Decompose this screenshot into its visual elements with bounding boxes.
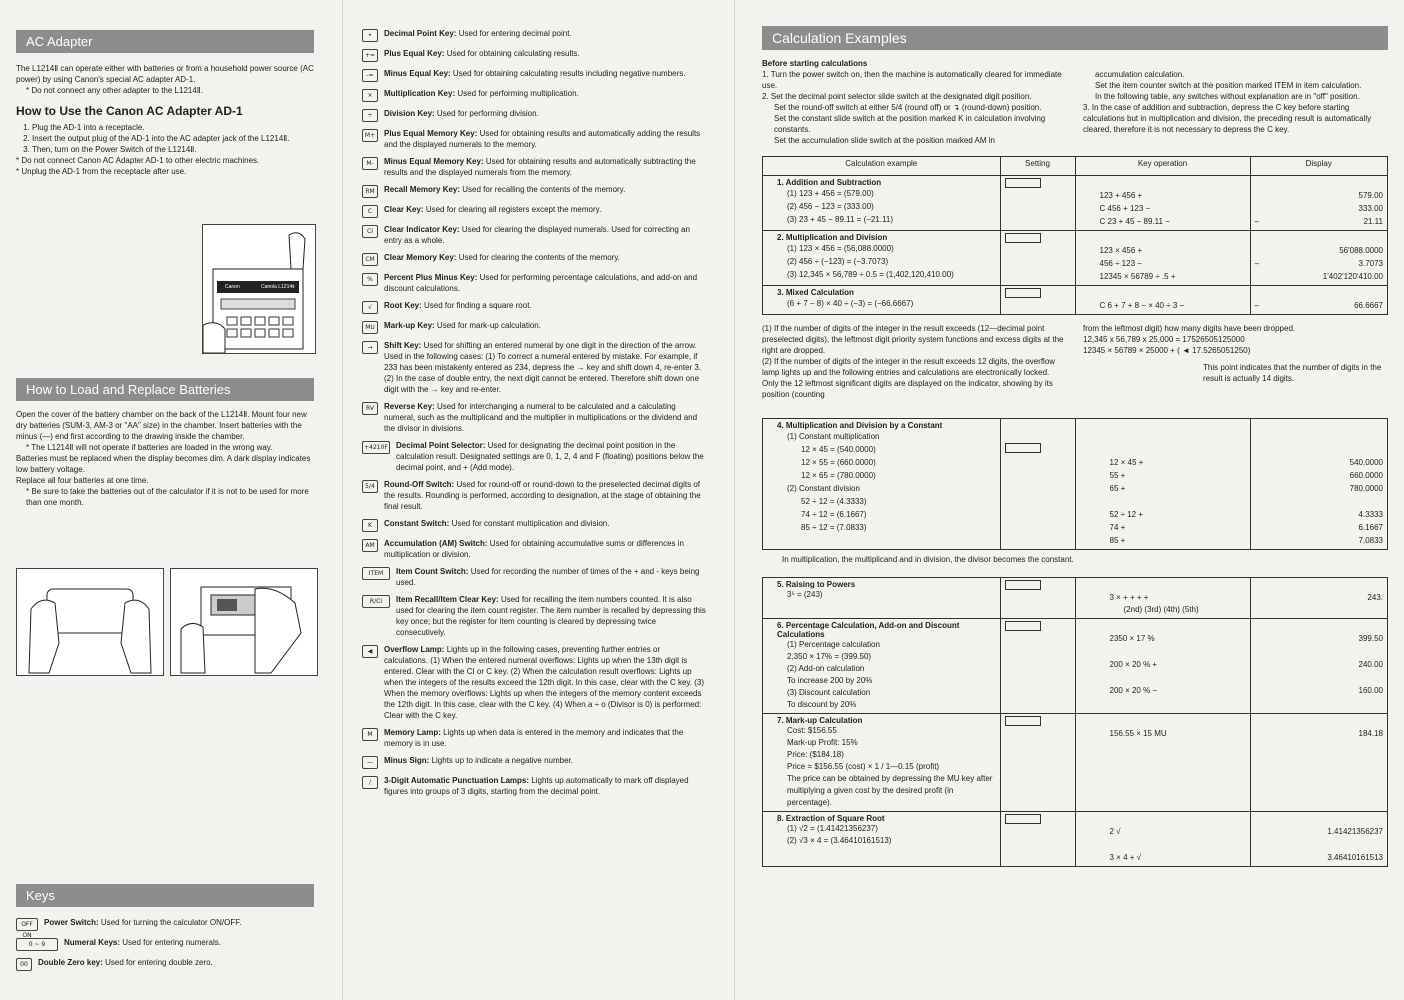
key-description: → Shift Key: Used for shifting an entered numeral by one digit in the direction of the arrow. Used in the following cases: (1) To correct a numeral entered by mistake. For example, if 233 has been mistakenly entered as 234, depress the → key and shift down 4, re-enter 3. (2) In the case of double entry, the next digit cannot be entered. Therefore shift down one digit with the → key and re-enter. (362, 340, 706, 395)
table-row (763, 812, 1388, 867)
examples-table-3 (762, 577, 1388, 867)
col-header: Setting (1000, 157, 1075, 176)
example-line: (2) 456 ÷ (−123) = (−3.7073) (787, 257, 889, 266)
example-sub: (1) Constant multiplication (787, 432, 880, 441)
display-value: 7.0833 (1358, 536, 1383, 545)
example-line: (1) √2 = (1.41421356237) (787, 824, 878, 833)
display-value: 333.00 (1358, 204, 1383, 213)
example-line: (3) 12,345 × 56,789 ÷ 0.5 = (1,402,120,410.00) (787, 270, 954, 279)
list-item: 2. Insert the output plug of the AD-1 into the AC adapter jack of the L1214Ⅱ. (32, 133, 314, 144)
key-symbol-icon: MU (362, 321, 378, 334)
decimal-selector-icon (1005, 814, 1041, 824)
example-line: To discount by 20% (787, 700, 857, 709)
example-line: Price = $156.55 (cost) × 1 / 1—0.15 (profit) (787, 762, 940, 771)
display-value: 240.00 (1358, 660, 1383, 669)
key-description: RM Recall Memory Key: Used for recalling the contents of the memory. (362, 184, 706, 198)
fold-line (342, 0, 343, 1000)
display-value: 66.6667 (1354, 301, 1383, 310)
list-item: 1. Plug the AD-1 into a receptacle. (32, 122, 314, 133)
section-header-keys: Keys (16, 884, 314, 907)
key-operation: 55 + (1109, 471, 1126, 480)
how-note: * Unplug the AD-1 from the receptacle after use. (16, 167, 187, 176)
before-line: In the following table, any switches without explanation are in "off" position. (1095, 92, 1360, 101)
battery-note: * The L1214Ⅱ will not operate if batteries are loaded in the wrong way. (26, 443, 273, 452)
key-operation: 123 × 456 + (1099, 246, 1143, 255)
key-symbol-icon: ITEM (362, 567, 390, 580)
key-description: ITEM Item Count Switch: Used for recording the number of times of the + and - keys being used. (362, 566, 706, 588)
before-line: 2. Set the decimal point selector slide switch at the designated digit position. (762, 92, 1032, 101)
example-title: 2. Multiplication and Division (777, 233, 888, 242)
key-symbol-icon: -= (362, 69, 378, 82)
power-switch-icon: OFF ON (16, 918, 38, 931)
key-description: AM Accumulation (AM) Switch: Used for obtaining accumulative sums or differences in multiplication or division. (362, 538, 706, 560)
key-symbol-icon: RV (362, 402, 378, 415)
key-description: 5/4 Round-Off Switch: Used for round-off or round-down to the preselected decimal digits of the results. Rounding is performed, according to designation, at the stage of obtaining the final result. (362, 479, 706, 512)
how-to-title: How to Use the Canon AC Adapter AD-1 (16, 104, 243, 118)
example-line: (2) 456 − 123 = (333.00) (787, 202, 874, 211)
example-title: 5. Raising to Powers (777, 580, 856, 589)
display-value: 660.0000 (1349, 471, 1383, 480)
example-line: The price can be obtained by depressing the MU key after multiplying a given cost by the desired profit (in percentage). (787, 774, 993, 807)
battery-chamber-icon (171, 569, 317, 675)
key-operation: 2 √ (1109, 827, 1121, 836)
key-description: MU Mark-up Key: Used for mark-up calculation. (362, 320, 706, 334)
key-description: / 3-Digit Automatic Punctuation Lamps: Lights up automatically to mark off displayed figures into groups of 3 digits, starting from the decimal point. (362, 775, 706, 797)
key-symbol-icon: √ (362, 301, 378, 314)
minus-sign: – (1254, 217, 1259, 226)
key-operation: 74 + (1109, 523, 1126, 532)
key-symbol-icon: 5/4 (362, 480, 378, 493)
key-operation: 85 + (1109, 536, 1126, 545)
key-operation: C 23 + 45 − 89.11 − (1099, 217, 1170, 226)
key-symbol-icon: R/CI (362, 595, 390, 608)
key-description: += Plus Equal Key: Used for obtaining calculating results. (362, 48, 706, 62)
example-line: 12 × 65 = (780.0000) (801, 471, 876, 480)
note-line: (2) If the number of digits of the integer in the result exceeds 12 digits, the overflow lamp lights up and the following entries and calculations are electronically locked. Only the 12 leftmost significant digits are displayed on the indicator, showing by its position (counting (762, 357, 1056, 399)
how-to-steps (16, 122, 314, 155)
table-row (763, 419, 1388, 550)
key-description: ÷ Division Key: Used for performing division. (362, 108, 706, 122)
key-symbol-icon: M (362, 728, 378, 741)
key-description: √ Root Key: Used for finding a square root. (362, 300, 706, 314)
example-line: 12 × 55 = (660.0000) (801, 458, 876, 467)
key-operation: 52 ÷ 12 + (1109, 510, 1144, 519)
display-value: 6.1667 (1358, 523, 1383, 532)
example-line: (2) Add-on calculation (787, 664, 865, 673)
battery-paragraph: Replace all four batteries at one time. (16, 476, 149, 485)
display-value: 56'088.0000 (1339, 246, 1383, 255)
key-description: K Constant Switch: Used for constant multiplication and division. (362, 518, 706, 532)
display-value: 4.3333 (1358, 510, 1383, 519)
key-symbol-icon: += (362, 49, 378, 62)
key-list (362, 28, 706, 803)
ac-note: * Do not connect any other adapter to the L1214Ⅱ. (26, 86, 203, 95)
table-row (763, 619, 1388, 714)
key-symbol-icon: ◀ (362, 645, 378, 658)
decimal-selector-icon (1005, 621, 1041, 631)
battery-illustration-2 (170, 568, 318, 676)
example-line: 74 ÷ 12 = (6.1667) (801, 510, 867, 519)
example-line: (6 + 7 − 8) × 40 ÷ (−3) = (−66.6667) (787, 299, 914, 308)
column-left (0, 0, 330, 1000)
calc-model: Canola L1214Ⅱ (261, 284, 295, 290)
example-line: (1) 123 + 456 = (579.00) (787, 189, 874, 198)
key-operation: 456 ÷ 123 − (1099, 259, 1142, 268)
examples-table-1 (762, 156, 1388, 315)
col-header: Key operation (1075, 157, 1250, 176)
key-symbol-icon: AM (362, 539, 378, 552)
key-symbol-icon: • (362, 29, 378, 42)
example-title: 4. Multiplication and Division by a Constant (777, 421, 943, 430)
key-description: +4210F Decimal Point Selector: Used for designating the decimal point position in the calculation result. Designated settings are 0, 1, 2, 4 and F (floating) positions below the decimal point, and + (Add mode). (362, 440, 706, 473)
key-symbol-icon: CI (362, 225, 378, 238)
key-operation: 156.55 × 15 MU (1109, 729, 1167, 738)
before-line: Set the constant slide switch at the position marked K in calculation involving constants. (774, 114, 1046, 134)
key-description: 0 ~ 9 Numeral Keys: Used for entering numerals. (16, 937, 314, 951)
minus-sign: – (1254, 301, 1259, 310)
display-value: 540.0000 (1349, 458, 1383, 467)
example-line: 85 ÷ 12 = (7.0833) (801, 523, 867, 532)
example-title: 7. Mark-up Calculation (777, 716, 863, 725)
display-value: 579.00 (1358, 191, 1383, 200)
key-operation-note: (2nd) (3rd) (4th) (5th) (1123, 605, 1199, 614)
example-title: 1. Addition and Subtraction (777, 178, 882, 187)
example-line: (2) √3 × 4 = (3.46410161513) (787, 836, 892, 845)
before-title: Before starting calculations (762, 59, 868, 68)
key-description: — Minus Sign: Lights up to indicate a negative number. (362, 755, 706, 769)
example-line: 12 × 45 = (540.0000) (801, 445, 876, 454)
key-description: M- Minus Equal Memory Key: Used for obtaining results and automatically subtracting the results and the displayed numerals from the memory. (362, 156, 706, 178)
col-header: Display (1250, 157, 1388, 176)
hands-battery-icon (17, 569, 163, 675)
key-description: % Percent Plus Minus Key: Used for performing percentage calculations, and add-on and discount calculations. (362, 272, 706, 294)
before-line: Set the round-off switch at either 5/4 (round off) or ↴ (round-down) position. (774, 103, 1042, 112)
example-line: 3⁵ = (243) (787, 590, 823, 599)
key-description: ◀ Overflow Lamp: Lights up in the following cases, preventing further entries or calculations. (1) When the entered numeral overflows: Lights up when the 13th digit is entered. Clear with the CI or C key. (2) When the calculation result overflows: Lights up when the integers of the results exceed the 12th digit. In this case, clear with the C key. (3) When the memory overflows: Lights up when the integers of the memory content exceeds the 12th digit. In this case, clear with the C key. (4) When a ÷ o (Divisor is 0) is performed: Clear with the C key. (362, 644, 706, 721)
key-symbol-icon: — (362, 756, 378, 769)
example-title: 8. Extraction of Square Root (777, 814, 885, 823)
key-symbol-icon: / (362, 776, 378, 789)
key-description: M+ Plus Equal Memory Key: Used for obtaining results and automatically adding the results and the displayed numerals to the memory. (362, 128, 706, 150)
example-line: Mark-up Profit: 15% (787, 738, 858, 747)
key-description: CM Clear Memory Key: Used for clearing the contents of the memory. (362, 252, 706, 266)
example-line: 52 ÷ 12 = (4.3333) (801, 497, 867, 506)
example-line: (3) Discount calculation (787, 688, 871, 697)
note-line: 12345 × 56789 × 25000 + ( ◄ 17.5265051250) (1083, 346, 1251, 355)
display-value: 399.50 (1358, 634, 1383, 643)
decimal-selector-icon (1005, 443, 1041, 453)
example-line: (1) 123 × 456 = (56,088.0000) (787, 244, 894, 253)
key-description: C Clear Key: Used for clearing all registers except the memory. (362, 204, 706, 218)
table-row (763, 176, 1388, 231)
key-operation: 12345 × 56789 ÷ .5 + (1099, 272, 1176, 281)
key-symbol-icon: × (362, 89, 378, 102)
note-line: 12,345 x 56,789 x 25,000 = 17526505125000 (1083, 335, 1245, 344)
key-description: × Multiplication Key: Used for performing multiplication. (362, 88, 706, 102)
col-header: Calculation example (763, 157, 1001, 176)
key-operation: 2350 × 17 % (1109, 634, 1155, 643)
display-value: 780.0000 (1349, 484, 1383, 493)
decimal-selector-icon (1005, 178, 1041, 188)
constant-note: In multiplication, the multiplicand and in division, the divisor becomes the constant. (782, 555, 1074, 564)
before-line: 3. In the case of addition and subtraction, depress the C key before starting calculations but in multiplication and division, the preceding result is automatically cleared, therefore it is not necessary to depress the C key. (1083, 103, 1372, 134)
key-operation: 200 × 20 % − (1109, 686, 1158, 695)
key-description: RV Reverse Key: Used for interchanging a numeral to be calculated and a calculating numeral, such as the multiplicand and the multiplier in multiplications or the dividend and the divisor in divisions. (362, 401, 706, 434)
decimal-selector-icon (1005, 716, 1041, 726)
key-symbol-icon: CM (362, 253, 378, 266)
key-symbol-icon: +4210F (362, 441, 390, 454)
before-line: accumulation calculation. (1095, 70, 1185, 79)
section-header-examples: Calculation Examples (762, 26, 1388, 50)
key-description: OFF ON Power Switch: Used for turning the calculator ON/OFF. (16, 917, 314, 931)
key-operation: 12 × 45 + (1109, 458, 1144, 467)
before-line: Set the item counter switch at the position marked ITEM in item calculation. (1095, 81, 1362, 90)
column-right (752, 0, 1404, 1000)
key-operation: 3 × 4 + √ (1109, 853, 1142, 862)
table-row (763, 578, 1388, 619)
table-row (763, 231, 1388, 286)
double-zero-key-icon: 00 (16, 958, 32, 971)
battery-paragraph: Open the cover of the battery chamber on the back of the L1214Ⅱ. Mount four new dry batteries (SUM-3, AM-3 or "AA" size) in the chamber. Insert batteries with the minus (—) end first according to the drawing inside the chamber. (16, 410, 307, 441)
key-operation: C 6 + 7 + 8 − × 40 ÷ 3 − (1099, 301, 1185, 310)
decimal-selector-icon (1005, 233, 1041, 243)
key-description: -= Minus Equal Key: Used for obtaining calculating results including negative numbers. (362, 68, 706, 82)
key-operation: C 456 + 123 − (1099, 204, 1151, 213)
before-line: 1. Turn the power switch on, then the machine is automatically cleared for immediate use. (762, 70, 1062, 90)
display-value: 243. (1367, 593, 1383, 602)
before-line: Set the accumulation slide switch at the position marked AM in (774, 136, 995, 145)
example-line: Price: ($184.18) (787, 750, 844, 759)
minus-sign: – (1254, 259, 1259, 268)
list-item: 3. Then, turn on the Power Switch of the L1214Ⅱ. (32, 144, 314, 155)
key-symbol-icon: → (362, 341, 378, 354)
examples-table-2 (762, 418, 1388, 550)
battery-note: * Be sure to take the batteries out of the calculator if it is not to be used for more than one month. (26, 487, 309, 507)
calculator-illustration-icon (203, 225, 315, 353)
display-value: 160.00 (1358, 686, 1383, 695)
example-line: 2,350 × 17% = (399.50) (787, 652, 872, 661)
table-row (763, 714, 1388, 812)
key-symbol-icon: C (362, 205, 378, 218)
key-symbol-icon: RM (362, 185, 378, 198)
key-symbol-icon: K (362, 519, 378, 532)
key-operation: 200 × 20 % + (1109, 660, 1158, 669)
key-description: M Memory Lamp: Lights up when data is entered in the memory and indicates that the memory is in use. (362, 727, 706, 749)
adapter-illustration (202, 224, 316, 354)
example-line: To increase 200 by 20% (787, 676, 873, 685)
key-description: 00 Double Zero key: Used for entering double zero. (16, 957, 314, 971)
section-header-ac: AC Adapter (16, 30, 314, 53)
example-sub: (2) Constant division (787, 484, 860, 493)
example-line: (1) Percentage calculation (787, 640, 880, 649)
fold-line (734, 0, 735, 1000)
calc-brand: Canon (225, 284, 240, 290)
display-value: 1.41421356237 (1327, 827, 1383, 836)
battery-paragraph: Batteries must be replaced when the display becomes dim. A dark display indicates low battery voltage. (16, 454, 311, 474)
display-value: 1'402'120'410.00 (1322, 272, 1383, 281)
key-operation: 3 × + + + + (1109, 593, 1149, 602)
key-description: • Decimal Point Key: Used for entering decimal point. (362, 28, 706, 42)
key-description: R/CI Item Recall/Item Clear Key: Used for recalling the item numbers counted. It is also used for clearing the item count register. The item number is recalled by depressing this key once; but the register for item counting is cleared by depressing twice consecutively. (362, 594, 706, 638)
note-line: (1) If the number of digits of the integer in the result exceeds (12—decimal point preselected digits), the leftmost digit priority system functions and excess digits at the right are dropped. (762, 324, 1064, 355)
example-title: 6. Percentage Calculation, Add-on and Discount Calculations (777, 621, 960, 639)
key-symbol-icon: % (362, 273, 378, 286)
key-symbol-icon: M+ (362, 129, 378, 142)
table-row (763, 286, 1388, 315)
key-operation: 123 + 456 + (1099, 191, 1143, 200)
key-symbol-icon: ÷ (362, 109, 378, 122)
key-symbol-icon: M- (362, 157, 378, 170)
numeral-keys-icon: 0 ~ 9 (16, 938, 58, 951)
decimal-selector-icon (1005, 288, 1041, 298)
display-value: 184.18 (1358, 729, 1383, 738)
how-note: * Do not connect Canon AC Adapter AD-1 to other electric machines. (16, 156, 260, 165)
display-value: 3.7073 (1358, 259, 1383, 268)
display-value: 21.11 (1363, 217, 1383, 226)
battery-illustration-1 (16, 568, 164, 676)
decimal-selector-icon (1005, 580, 1041, 590)
column-middle (352, 0, 714, 1000)
key-description: CI Clear Indicator Key: Used for clearing the displayed numerals. Used for correcting an entry as a whole. (362, 224, 706, 246)
example-line: (3) 23 + 45 − 89.11 = (−21.11) (787, 215, 893, 224)
note-line: from the leftmost digit) how many digits have been dropped. (1083, 324, 1296, 333)
key-operation: 65 + (1109, 484, 1126, 493)
display-value: 3.46410161513 (1327, 853, 1383, 862)
section-header-batteries: How to Load and Replace Batteries (16, 378, 314, 401)
example-line: Cost: $156.55 (787, 726, 837, 735)
note-line: This point indicates that the number of digits in the result is actually 14 digits. (1203, 363, 1382, 383)
example-title: 3. Mixed Calculation (777, 288, 854, 297)
ac-paragraph: The L1214Ⅱ can operate either with batteries or from a household power source (AC power) by using Canon's special AC adapter AD-1. (16, 64, 314, 84)
